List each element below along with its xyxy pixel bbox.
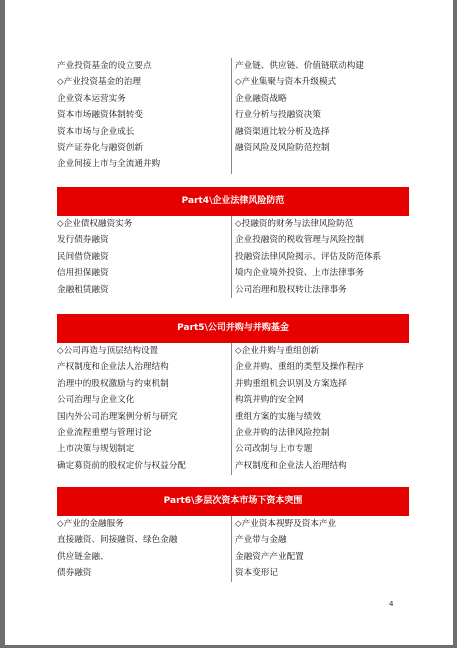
list-item: 确定募资前的股权定价与权益分配 <box>57 460 186 471</box>
list-item: 产业链、供应链、价值链联动构建 <box>235 61 364 71</box>
list-item: 供应链金融、 <box>57 551 109 562</box>
section-part6 <box>57 516 409 584</box>
list-item: 发行债券融资 <box>57 235 109 246</box>
list-item: 债券融资 <box>57 568 92 579</box>
list-item: ◇公司再造与顶层结构设置 <box>57 346 159 356</box>
right-column <box>235 58 405 156</box>
column-divider <box>231 58 232 174</box>
list-item: 构筑并购的安全网 <box>235 395 304 406</box>
left-column <box>57 343 227 474</box>
list-item: ◇产业资本视野及资本产业 <box>235 519 337 529</box>
list-item: 资本市场与企业成长 <box>57 126 135 137</box>
list-item: ◇产业投资基金的治理 <box>57 77 141 88</box>
list-item: 公司改制与上市专题 <box>235 444 313 455</box>
part5-banner: Part5\公司并购与并购基金 <box>57 314 409 343</box>
list-item: 产业投资基金的设立要点 <box>57 61 152 71</box>
list-item: ◇企业债权融资实务 <box>57 219 133 229</box>
left-column <box>57 516 227 582</box>
list-item: 融资风险及风险防范控制 <box>235 142 330 153</box>
column-divider <box>231 516 232 582</box>
list-item: 公司治理和股权转让法律事务 <box>235 284 347 295</box>
left-column <box>57 58 227 173</box>
list-item: ◇投融资的财务与法律风险防范 <box>235 219 354 229</box>
list-item: 治理中的股权激励与约束机制 <box>57 378 169 389</box>
list-item: 公司治理与企业文化 <box>57 395 135 406</box>
right-column <box>235 343 405 474</box>
list-item: 企业投融资的税收管理与风险控制 <box>235 235 364 246</box>
list-item: 金融租赁融资 <box>57 284 109 295</box>
list-item: 资本市场融资体制转变 <box>57 110 143 121</box>
section-part4 <box>57 216 409 300</box>
list-item: 上市决策与规划制定 <box>57 444 135 455</box>
list-item: 并购重组机会识别及方案选择 <box>235 378 347 389</box>
section-investment-fund <box>57 58 409 174</box>
list-item: 企业间接上市与全流通并购 <box>57 159 161 170</box>
part6-banner: Part6\多层次资本市场下资本突围 <box>57 487 409 516</box>
list-item: 产业带与金融 <box>235 535 287 546</box>
list-item: ◇产业的金融服务 <box>57 519 124 529</box>
list-item: 直接融资、间接融资、绿色金融 <box>57 535 178 546</box>
right-column <box>235 216 405 298</box>
list-item: 行业分析与投融资决策 <box>235 110 321 121</box>
list-item: ◇产业集聚与资本升级模式 <box>235 77 337 88</box>
list-item: 企业并购的法律风险控制 <box>235 427 330 438</box>
column-divider <box>231 343 232 475</box>
list-item: 资本变形记 <box>235 568 278 579</box>
right-column <box>235 516 405 582</box>
section-part5 <box>57 343 409 475</box>
list-item: 企业并购、重组的类型及操作程序 <box>235 362 364 373</box>
list-item: 企业融资战略 <box>235 93 287 104</box>
list-item: 企业资本运营实务 <box>57 93 126 104</box>
list-item: 投融资法律风险揭示、评估及防范体系 <box>235 251 382 262</box>
list-item: 产权制度和企业法人治理结构 <box>57 362 169 373</box>
list-item: 重组方案的实施与绩效 <box>235 411 321 422</box>
list-item: 国内外公司治理案例分析与研究 <box>57 411 178 422</box>
list-item: 信用担保融资 <box>57 268 109 279</box>
part4-banner: Part4\企业法律风险防范 <box>57 187 409 216</box>
column-divider <box>231 216 232 298</box>
left-column <box>57 216 227 298</box>
list-item: 金融资产产业配置 <box>235 551 304 562</box>
page-number: 4 <box>389 600 394 608</box>
list-item: 境内企业境外投资、上市法律事务 <box>235 268 364 279</box>
list-item: 产权制度和企业法人治理结构 <box>235 460 347 471</box>
list-item: 资产证券化与融资创新 <box>57 142 143 153</box>
list-item: 民间借贷融资 <box>57 251 109 262</box>
list-item: 融资渠道比较分析及选择 <box>235 126 330 137</box>
document-page <box>5 0 453 645</box>
list-item: 企业流程重塑与管理讨论 <box>57 427 152 438</box>
list-item: ◇企业并购与重组创新 <box>235 346 319 356</box>
